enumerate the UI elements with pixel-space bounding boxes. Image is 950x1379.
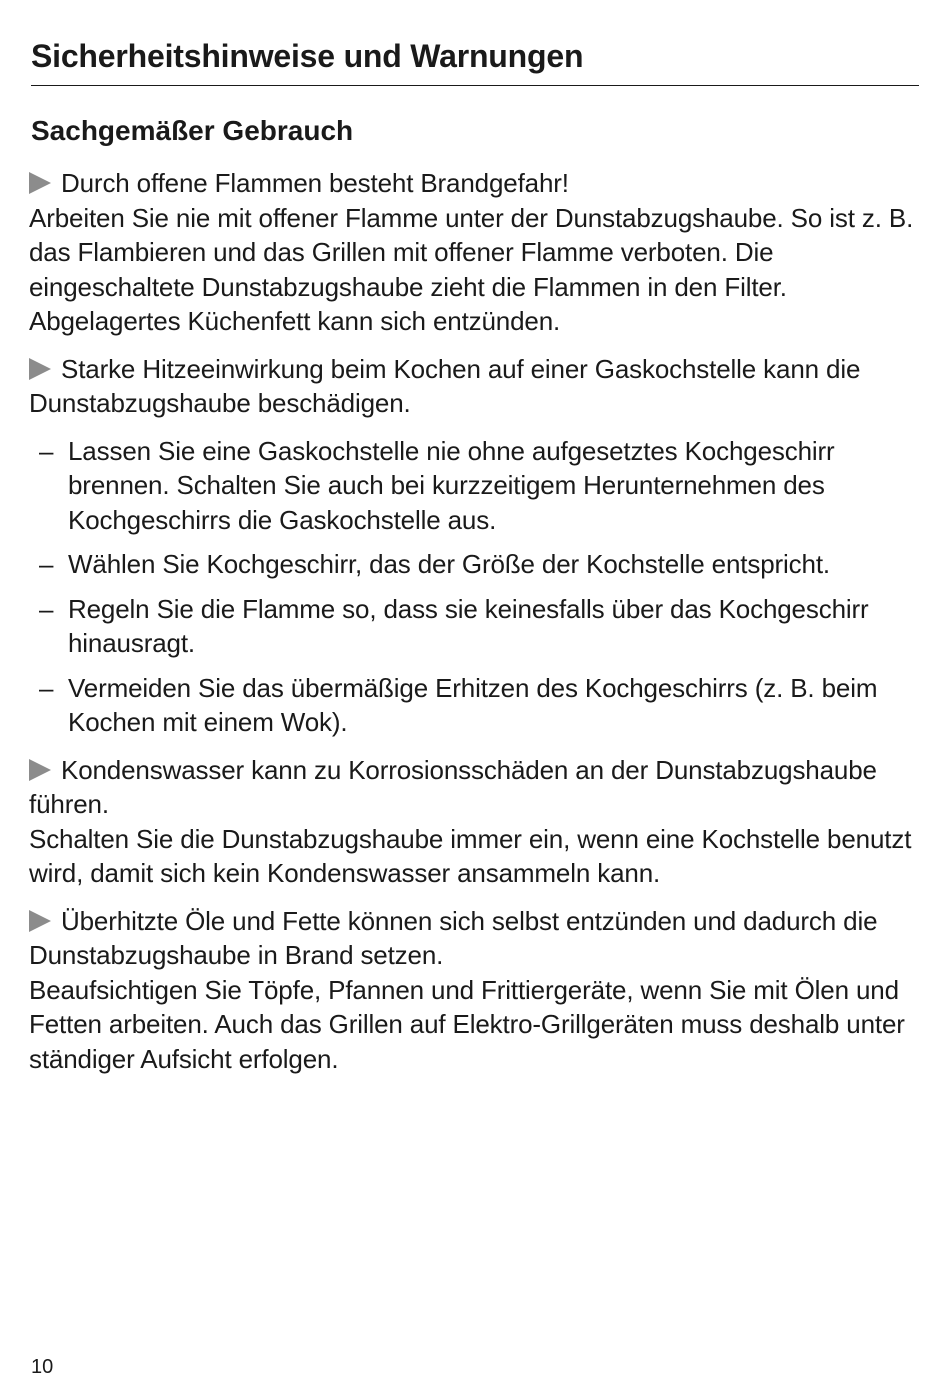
warning-lead-text: Durch offene Flammen besteht Brandgefahr! [61, 168, 569, 198]
section-title: Sachgemäßer Gebrauch [31, 115, 354, 146]
page-header [31, 36, 919, 86]
list-item [29, 547, 921, 582]
dash-marker: – [39, 672, 54, 703]
list-item [29, 434, 921, 538]
list-item [29, 592, 921, 661]
warning-fire [29, 166, 921, 339]
warning-oil [29, 904, 921, 1077]
page-number: 10 [31, 1356, 54, 1378]
list-item-text: Wählen Sie Kochgeschirr, das der Größe der Kochstelle entspricht. [68, 549, 830, 579]
content [29, 112, 921, 1089]
dash-marker: – [39, 435, 54, 466]
list-item-text: Vermeiden Sie das übermäßige Erhitzen des Kochgeschirrs (z. B. beim Kochen mit einem Wok). [68, 672, 878, 737]
triangle-right-icon [29, 358, 51, 380]
warning-heat [29, 352, 921, 421]
warning-lead [29, 753, 921, 822]
page-title: Sicherheitshinweise und Warnungen [31, 38, 584, 74]
warning-lead [29, 904, 921, 973]
triangle-right-icon [29, 172, 51, 194]
list-item-text: Regeln Sie die Flamme so, dass sie keinesfalls über das Kochgeschirr hinausragt. [68, 593, 869, 658]
warning-body: Beaufsichtigen Sie Töpfe, Pfannen und Frittiergeräte, wenn Sie mit Ölen und Fetten arbeiten. Auch das Grillen auf Elektro-Grillgeräten muss deshalb unter ständiger Aufsicht erfolgen. [29, 974, 905, 1074]
warning-lead-text: Überhitzte Öle und Fette können sich selbst entzünden und dadurch die Dunstabzugshaube in Brand setzen. [29, 905, 878, 970]
list-item [29, 671, 921, 740]
warning-lead [29, 352, 921, 421]
warning-lead-text: Starke Hitzeeinwirkung beim Kochen auf einer Gaskochstelle kann die Dunstabzugshaube beschädigen. [29, 353, 861, 418]
warning-lead [29, 166, 921, 201]
dash-marker: – [39, 593, 54, 624]
warning-condensation [29, 753, 921, 891]
dash-list [29, 434, 921, 740]
triangle-right-icon [29, 910, 51, 932]
warning-lead-text: Kondenswasser kann zu Korrosionsschäden an der Dunstabzugshaube führen. [29, 754, 877, 819]
triangle-right-icon [29, 759, 51, 781]
warning-body: Schalten Sie die Dunstabzugshaube immer ein, wenn eine Kochstelle benutzt wird, damit sich kein Kondenswasser ansammeln kann. [29, 823, 912, 888]
list-item-text: Lassen Sie eine Gaskochstelle nie ohne aufgesetztes Kochgeschirr brennen. Schalten Sie auch bei kurzzeitigem Herunternehmen des Kochgeschirrs die Gaskochstelle aus. [68, 435, 835, 535]
warning-body: Arbeiten Sie nie mit offener Flamme unter der Dunstabzugshaube. So ist z. B. das Flambieren und das Grillen mit offener Flamme verboten. Die eingeschaltete Dunstabzugshaube zieht die Flammen in den Filter. Abgelagertes Küchenfett kann sich entzünden. [29, 202, 914, 336]
dash-marker: – [39, 549, 54, 579]
